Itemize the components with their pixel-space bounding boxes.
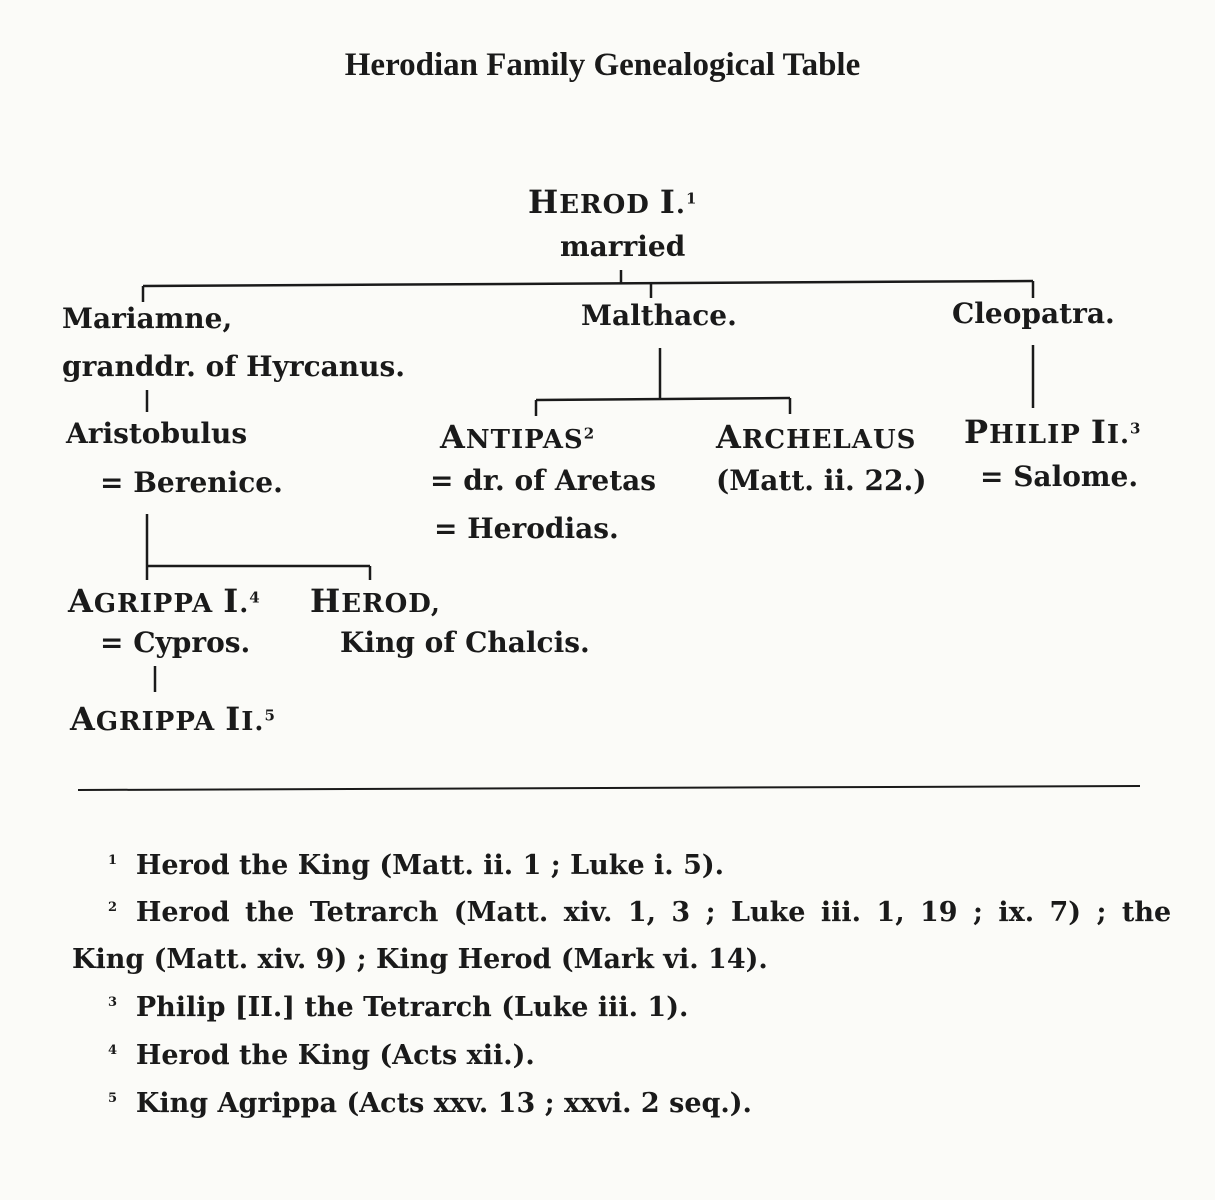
node-philip-ii: PHILIP II.$^3$ [964, 413, 1142, 451]
footnote-1: $^1$ Herod the King (Matt. ii. 1 ; Luke i. 5). [108, 850, 725, 881]
page-title: Herodian Family Genealogical Table [344, 47, 861, 83]
antipas-spouse-1: = dr. of Aretas [430, 464, 657, 497]
node-cleopatra: Cleopatra. [952, 297, 1115, 330]
node-herod-chalcis: HEROD, [310, 582, 441, 620]
footnote-2: $^2$ Herod the Tetrarch (Matt. xiv. 1, 3 ; Luke iii. 1, 19 ; ix. 7) ; the [108, 897, 1172, 928]
agrippa-i-spouse: = Cypros. [100, 626, 251, 659]
node-mariamne-desc: granddr. of Hyrcanus. [62, 350, 406, 383]
footnote-4: $^4$ Herod the King (Acts xii.). [108, 1040, 535, 1071]
marriage-bar [143, 281, 1033, 286]
footnote-3: $^3$ Philip [II.] the Tetrarch (Luke iii. 1). [108, 992, 689, 1023]
footnote-2-continued: King (Matt. xiv. 9) ; King Herod (Mark vi. 14). [72, 944, 768, 975]
archelaus-note: (Matt. ii. 22.) [716, 464, 927, 497]
node-mariamne: Mariamne, [62, 302, 233, 335]
antipas-spouse-2: = Herodias. [434, 512, 619, 545]
philip-spouse: = Salome. [980, 460, 1139, 493]
malthace-children-bar [536, 398, 790, 400]
node-agrippa-ii: AGRIPPA II.$^5$ [70, 700, 276, 738]
node-malthace: Malthace. [581, 299, 737, 332]
node-antipas: ANTIPAS$^2$ [440, 418, 596, 456]
node-herod-i: HEROD I.$^1$ [528, 183, 698, 221]
node-agrippa-i: AGRIPPA I.$^4$ [68, 582, 261, 620]
married-caption: married [560, 230, 686, 263]
node-archelaus: ARCHELAUS [716, 418, 917, 456]
footnote-5: $^5$ King Agrippa (Acts xxv. 13 ; xxvi. 2 seq.). [108, 1088, 752, 1119]
aristobulus-spouse: = Berenice. [100, 466, 283, 499]
node-aristobulus: Aristobulus [66, 417, 248, 450]
separator-rule [78, 786, 1140, 790]
herod-chalcis-title: King of Chalcis. [340, 626, 590, 659]
